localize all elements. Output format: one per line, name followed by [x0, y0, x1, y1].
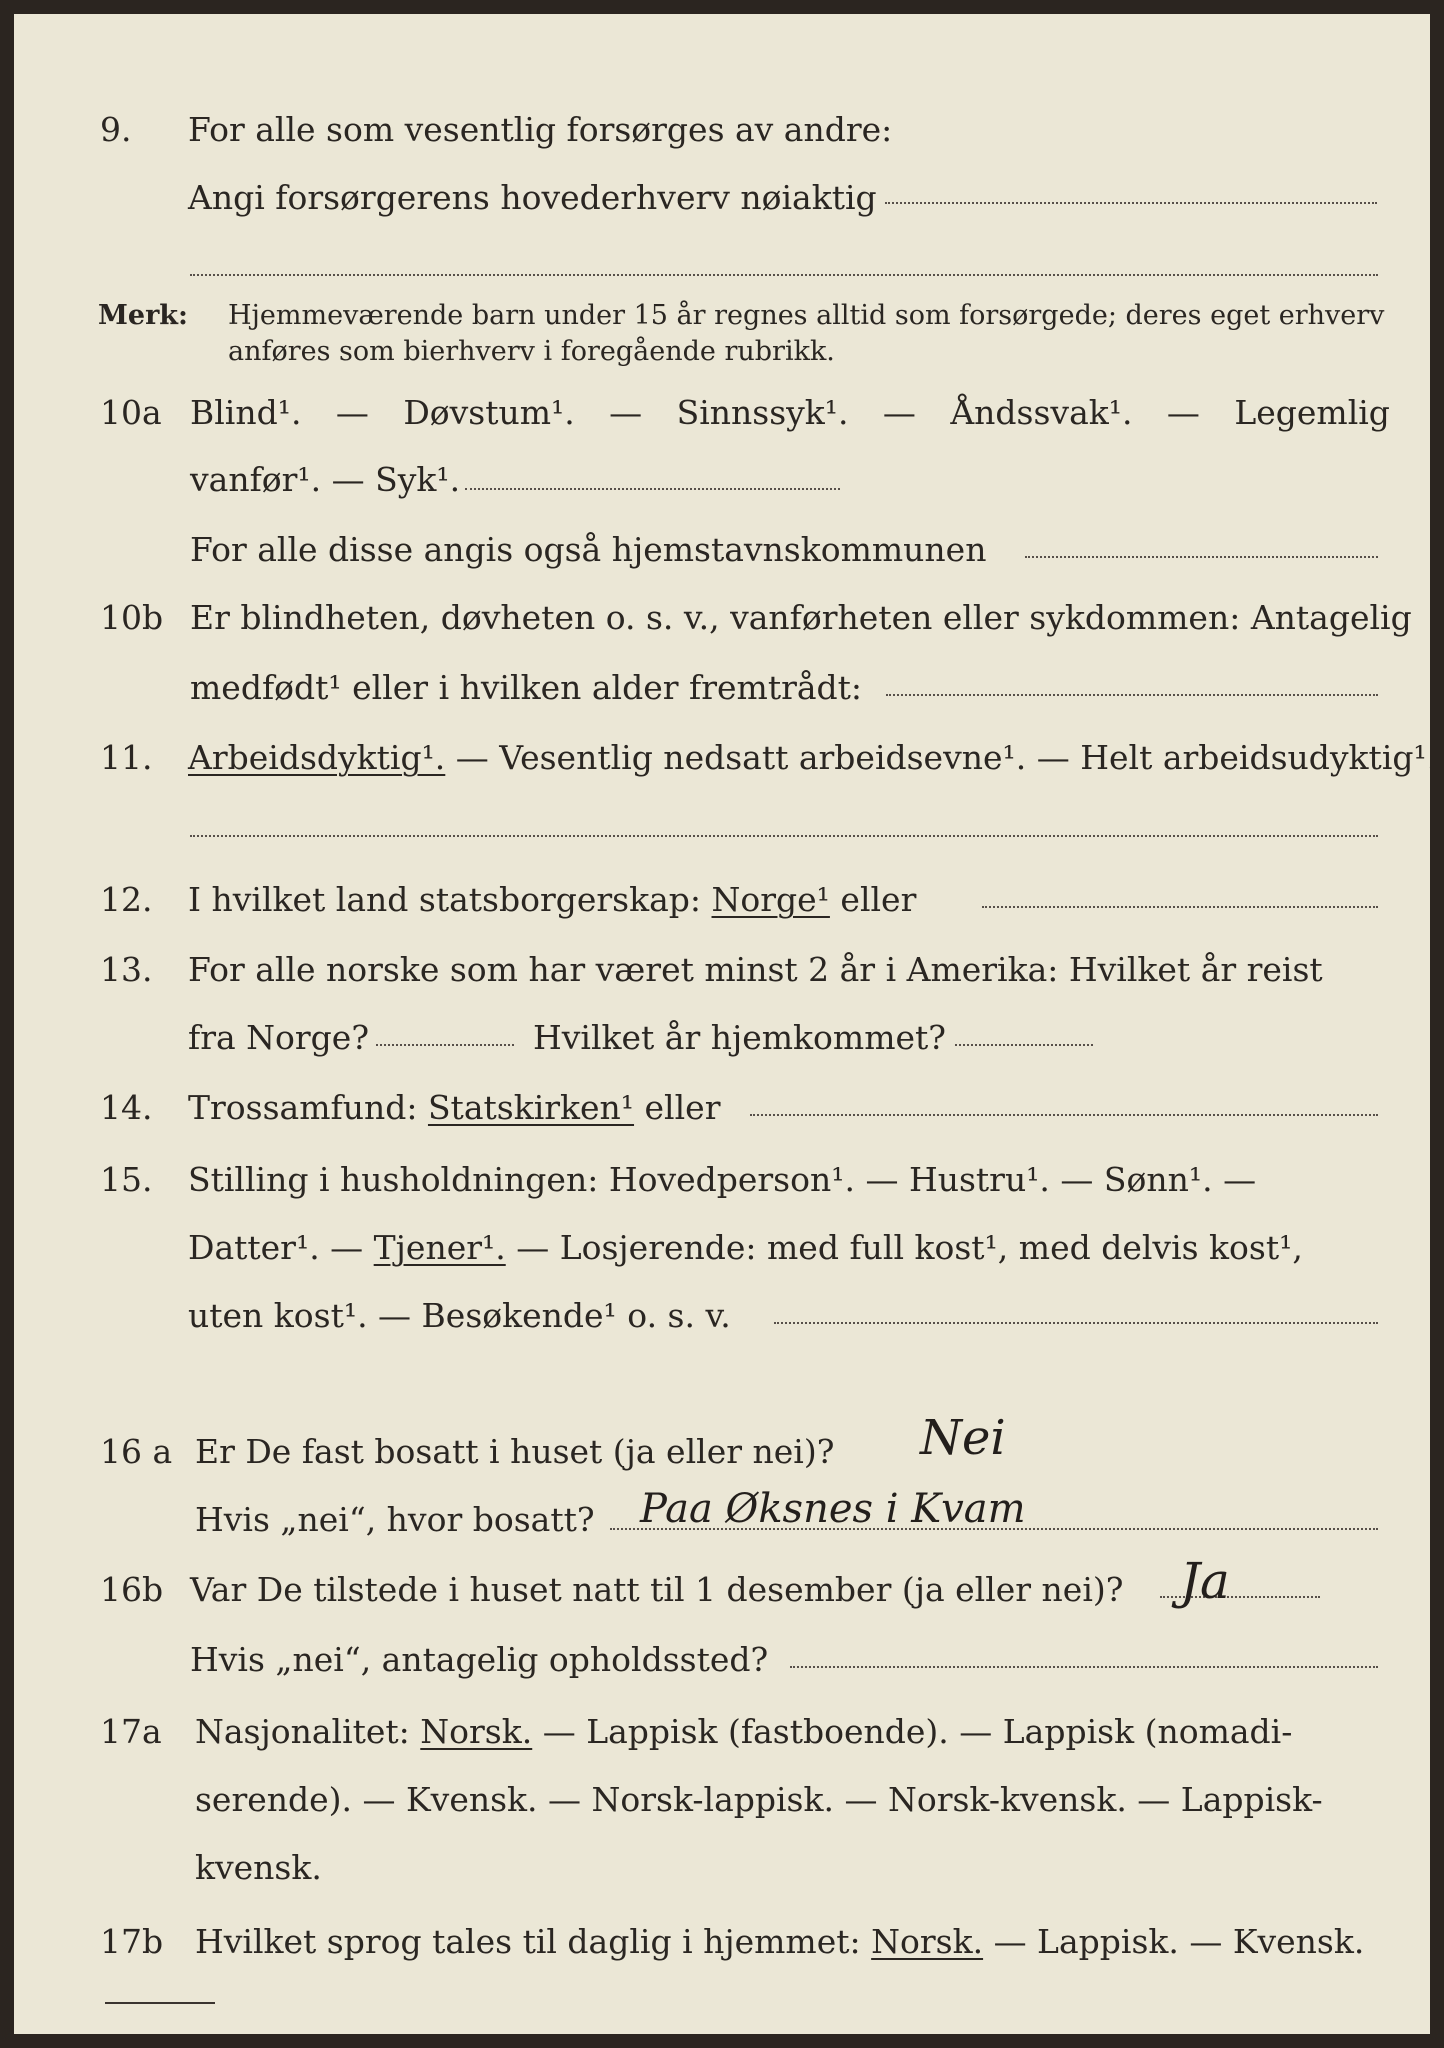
q10b-line-1: Er blindheten, døvheten o. s. v., vanførheten eller sykdommen: Antagelig [190, 598, 1412, 637]
q9-provider-occupation-field[interactable] [885, 202, 1377, 204]
q10a-disability-field[interactable] [465, 488, 840, 490]
q9-number: 9. [100, 110, 132, 149]
q13-returned-field[interactable] [955, 1044, 1093, 1046]
q12-or: eller [829, 880, 917, 919]
note-line-1: Hjemmeværende barn under 15 år regnes alltid som forsørgede; deres eget erhverv [228, 300, 1385, 331]
q17a-line-1 [195, 1712, 1292, 1751]
q10a-opt-blind: Blind¹. [190, 393, 302, 432]
q10b-age-field[interactable] [886, 694, 1378, 696]
q9-continuation-field[interactable] [190, 274, 1378, 276]
q10a-options-line [190, 393, 1390, 432]
q16b-whereabouts-field[interactable] [790, 1666, 1378, 1668]
q15-household-field[interactable] [774, 1322, 1378, 1324]
q14-opt-state-church: Statskirken¹ [427, 1088, 635, 1127]
q16b-number: 16b [100, 1570, 164, 1609]
q15-line-3: uten kost¹. — Besøkende¹ o. s. v. [188, 1296, 731, 1335]
q16b-present-label: Var De tilstede i huset natt til 1 desember (ja eller nei)? [190, 1570, 1124, 1609]
q13-returned-label: Hvilket år hjemkommet? [533, 1018, 946, 1057]
q13-line-1: For alle norske som har været minst 2 år i Amerika: Hvilket år reist [188, 950, 1323, 989]
q17b-line [195, 1922, 1364, 1961]
q17b-rest: — Lappisk. — Kvensk. [983, 1922, 1365, 1961]
q14-question: Trossamfund: [188, 1088, 428, 1127]
q9-provider-occupation-label: Angi forsørgerens hovederhverv nøiaktig [188, 178, 877, 217]
q10b-number: 10b [100, 598, 164, 637]
q14-number: 14. [100, 1088, 153, 1127]
q10a-opt-insane: Sinnssyk¹. [676, 393, 849, 432]
q17a-line-2: serende). — Kvensk. — Norsk-lappisk. — Norsk-kvensk. — Lappisk- [195, 1780, 1323, 1819]
q17a-line-3: kvensk. [195, 1848, 322, 1887]
q17b-opt-norwegian: Norsk. [871, 1922, 984, 1961]
q10a-line-2: vanfør¹. — Syk¹. [190, 460, 461, 499]
q10b-age-label: medfødt¹ eller i hvilken alder fremtrådt: [190, 668, 863, 707]
q10a-dash-3: — [882, 393, 916, 432]
q13-left-norway-field[interactable] [376, 1044, 514, 1046]
q14-or: eller [634, 1088, 721, 1127]
q12-opt-norway: Norge¹ [711, 880, 830, 919]
q14-line [188, 1088, 720, 1127]
q13-number: 13. [100, 950, 153, 989]
q12-number: 12. [100, 880, 153, 919]
q12-line [188, 880, 916, 919]
note-line-2: anføres som bierhverv i foregående rubrikk. [228, 336, 835, 367]
q16b-whereabouts-label: Hvis „nei“, antagelig opholdssted? [190, 1640, 769, 1679]
q11-continuation-field[interactable] [190, 835, 1378, 837]
q16a-residence-label: Hvis „nei“, hvor bosatt? [195, 1500, 595, 1539]
q15-opt-servant: Tjener¹. [373, 1228, 506, 1267]
q11-opt-able: Arbeidsdyktig¹. [188, 738, 446, 777]
q10a-opt-feebleminded: Åndssvak¹. [950, 393, 1133, 432]
q12-citizenship-field[interactable] [982, 906, 1378, 908]
q16a-resident-answer: Nei [920, 1410, 1006, 1466]
q10a-home-municipality-field[interactable] [1025, 556, 1378, 558]
q17b-question: Hvilket sprog tales til daglig i hjemmet: [195, 1922, 872, 1961]
q12-question: I hvilket land statsborgerskap: [188, 880, 712, 919]
q15-line-2 [188, 1228, 1303, 1267]
q16a-resident-label: Er De fast bosatt i huset (ja eller nei)? [195, 1432, 835, 1471]
q11-line [188, 738, 1437, 777]
footnote-rule [105, 2002, 215, 2004]
q17a-number: 17a [100, 1712, 162, 1751]
q10a-number: 10a [100, 393, 162, 432]
q10a-dash-2: — [609, 393, 643, 432]
q17a-opt-norwegian: Norsk. [420, 1712, 533, 1751]
q15-opt-daughter: Datter¹. — [188, 1228, 374, 1267]
q17b-number: 17b [100, 1922, 164, 1961]
q10a-opt-physical: Legemlig [1234, 393, 1390, 432]
q10a-dash-1: — [335, 393, 369, 432]
q9-question: For alle som vesentlig forsørges av andre: [188, 110, 893, 149]
q17a-question: Nasjonalitet: [195, 1712, 421, 1751]
q15-line-1: Stilling i husholdningen: Hovedperson¹. — Hustru¹. — Sønn¹. — [188, 1160, 1257, 1199]
q11-number: 11. [100, 738, 153, 777]
q15-line-2-rest: — Losjerende: med full kost¹, med delvis kost¹, [505, 1228, 1303, 1267]
q10a-home-municipality-label: For alle disse angis også hjemstavnskommunen [190, 530, 987, 569]
q10a-opt-deafmute: Døvstum¹. [403, 393, 575, 432]
q15-number: 15. [100, 1160, 153, 1199]
q17a-line-1-rest: — Lappisk (fastboende). — Lappisk (nomadi- [532, 1712, 1293, 1751]
q16b-present-answer: Ja [1180, 1552, 1230, 1610]
q16a-residence-answer: Paa Øksnes i Kvam [640, 1486, 1026, 1532]
q10a-dash-4: — [1166, 393, 1200, 432]
q11-rest: — Vesentlig nedsatt arbeidsevne¹. — Helt arbeidsudyktig¹. [445, 738, 1438, 777]
q16a-number: 16 a [100, 1432, 173, 1471]
q13-left-norway-label: fra Norge? [188, 1018, 370, 1057]
note-label: Merk: [98, 300, 188, 331]
q14-denomination-field[interactable] [750, 1114, 1378, 1116]
